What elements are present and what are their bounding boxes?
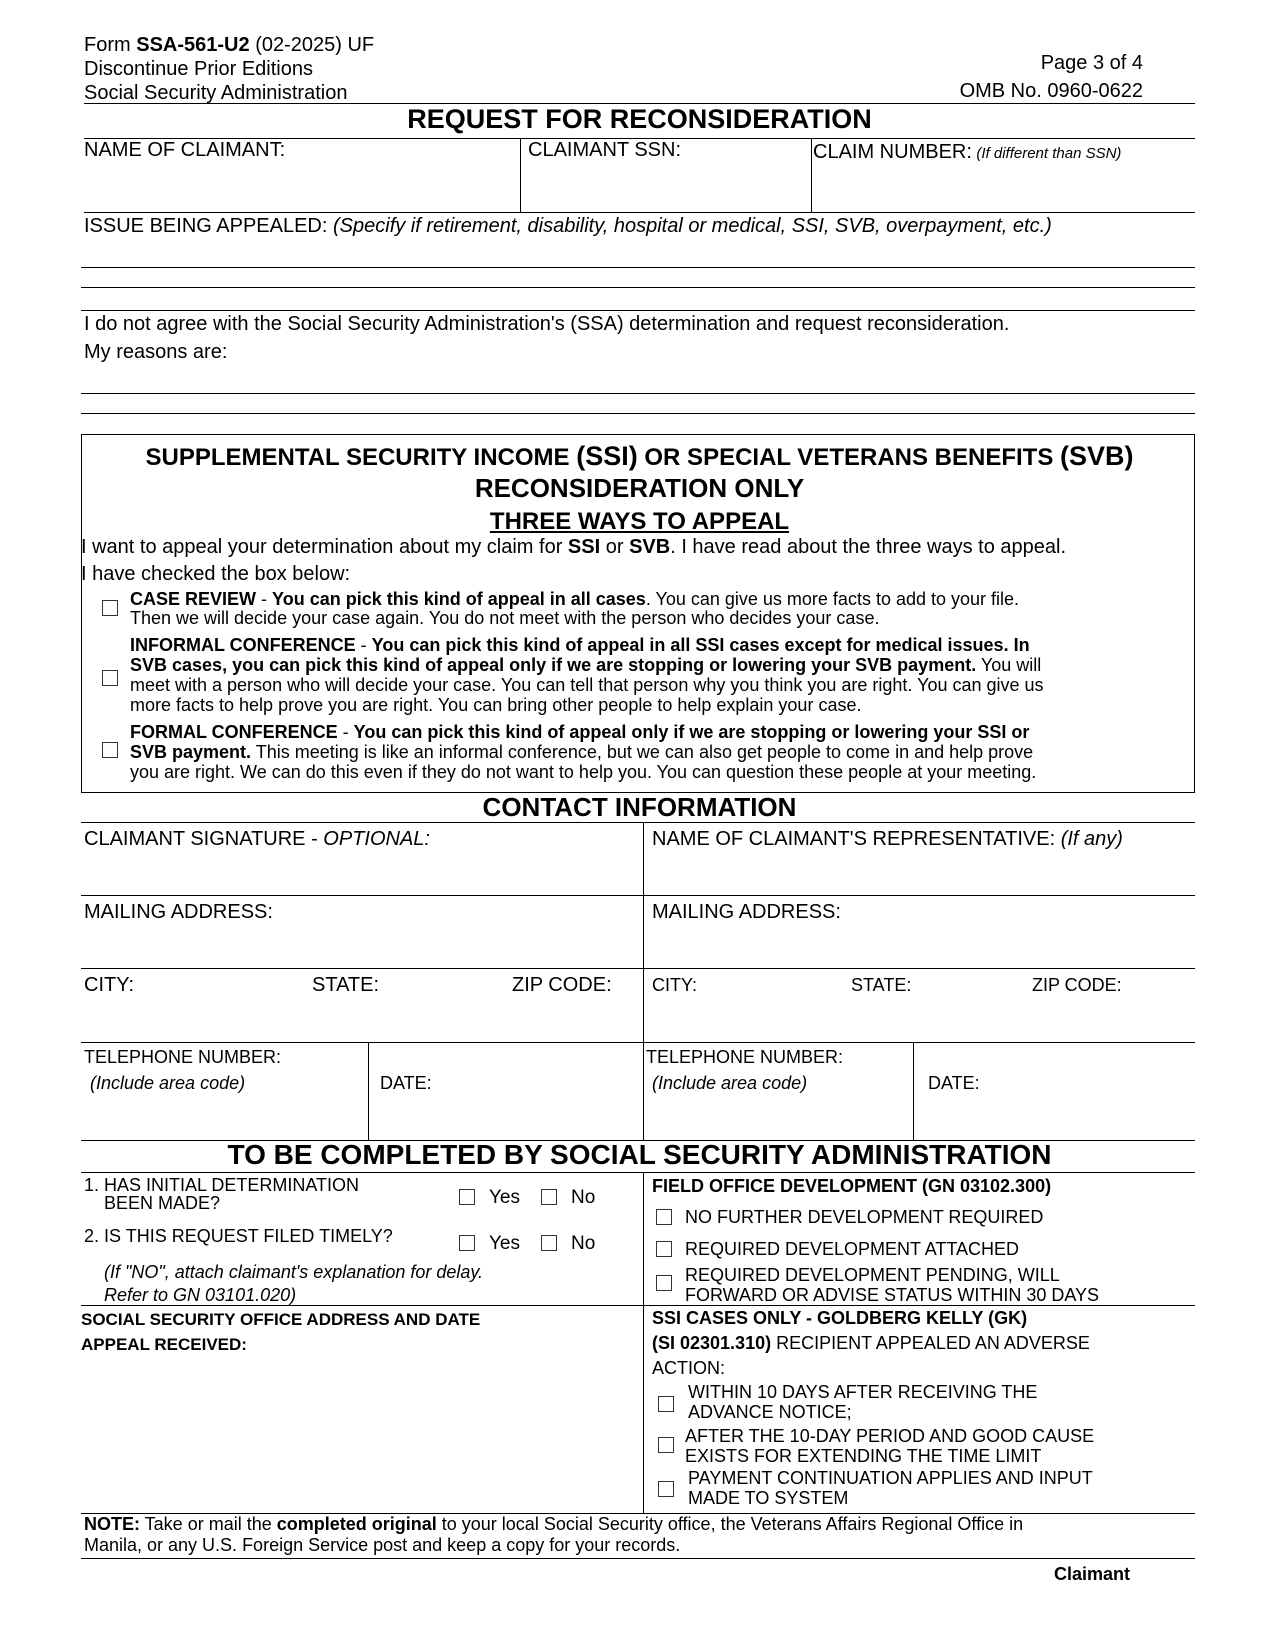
note-bottom-rule [81,1558,1195,1559]
no-further-development-label: NO FURTHER DEVELOPMENT REQUIRED [685,1207,1044,1227]
ssa-center-divider [643,1172,644,1513]
reasons-field[interactable] [84,368,1195,386]
development-pending-label-2: FORWARD OR ADVISE STATUS WITHIN 30 DAYS [685,1285,1100,1305]
date-label-right: DATE: [928,1073,980,1093]
issue-line-1 [81,267,1195,268]
no-further-development-checkbox[interactable] [656,1209,672,1225]
q2-no-checkbox[interactable] [541,1235,557,1251]
informal-conference-text-2: SVB cases, you can pick this kind of appeal only if we are stopping or lowering your SVB payment. You will [130,655,1042,675]
gk-within-10-days-label-2: ADVANCE NOTICE; [688,1402,852,1422]
ssa-heading: TO BE COMPLETED BY SOCIAL SECURITY ADMINISTRATION [227,1139,1052,1170]
representative-label: NAME OF CLAIMANT'S REPRESENTATIVE: (If any) [652,828,1123,850]
discontinue-note: Discontinue Prior Editions [84,58,313,80]
gk-within-10-days-label-1: WITHIN 10 DAYS AFTER RECEIVING THE [688,1382,1038,1402]
contact-row-rule-3 [81,1042,1195,1043]
case-review-checkbox[interactable] [102,600,118,616]
city-state-zip-field-right[interactable] [652,1006,1192,1024]
reasons-label: My reasons are: [84,341,228,363]
gk-after-10-day-label-2: EXISTS FOR EXTENDING THE TIME LIMIT [685,1446,1042,1466]
formal-conference-text-1: FORMAL CONFERENCE - You can pick this kind of appeal only if we are stopping or lowering your SSI or [130,722,1030,742]
form-title: REQUEST FOR RECONSIDERATION [407,104,872,134]
telephone-note-left: (Include area code) [90,1073,246,1093]
city-state-zip-field-left[interactable] [84,1006,634,1024]
date-field-right[interactable] [928,1100,1188,1118]
claimant-name-label: NAME OF CLAIMANT: [84,139,286,161]
q1-text-2: BEEN MADE? [104,1193,221,1213]
claimant-ssn-field[interactable] [528,166,808,184]
representative-name-field[interactable] [652,860,1192,878]
contact-heading: CONTACT INFORMATION [482,792,797,822]
informal-conference-text-3: meet with a person who will decide your case. You can tell that person why you think you are right. You can give us [130,675,1044,695]
tel-date-divider-right [913,1042,914,1140]
telephone-label-right: TELEPHONE NUMBER: [646,1047,844,1067]
development-pending-label-1: REQUIRED DEVELOPMENT PENDING, WILL [685,1265,1060,1285]
copy-designation: Claimant [1054,1564,1131,1584]
contact-row-rule-2 [81,968,1195,969]
claimant-signature-label: CLAIMANT SIGNATURE - OPTIONAL: [84,828,430,850]
issue-bottom-rule [81,310,1195,311]
telephone-field-right[interactable] [652,1100,907,1118]
ssa-middle-rule [81,1305,1195,1306]
q2-yes-checkbox[interactable] [459,1235,475,1251]
state-label-right: STATE: [851,975,912,995]
informal-conference-checkbox[interactable] [102,670,118,686]
ssi-heading: SUPPLEMENTAL SECURITY INCOME (SSI) OR SPECIAL VETERANS BENEFITS (SVB) [145,441,1134,471]
city-label-right: CITY: [652,975,698,995]
mailing-address-label-left: MAILING ADDRESS: [84,901,273,923]
gk-after-10-day-checkbox[interactable] [658,1437,674,1453]
form-number: Form SSA-561-U2 (02-2025) UF [84,34,375,56]
claimant-divider-1 [520,138,521,212]
ssi-intro-2: I have checked the box below: [81,563,351,585]
claim-number-field[interactable] [816,166,1186,184]
q2-text: 2. IS THIS REQUEST FILED TIMELY? [84,1226,393,1246]
gk-payment-continuation-label-2: MADE TO SYSTEM [688,1488,849,1508]
mailing-address-field-right[interactable] [652,935,1192,953]
q2-note-1: (If "NO", attach claimant's explanation for delay. [104,1262,484,1282]
formal-conference-text-3: you are right. We can do this even if they do not want to help you. You can question these people at your meeting. [130,762,1037,782]
claimant-divider-2 [811,138,812,212]
q1-yes-label: Yes [489,1187,520,1208]
date-label-left: DATE: [380,1073,432,1093]
informal-conference-text-4: more facts to help prove you are right. You can bring other people to help explain your case. [130,695,862,715]
gk-text-2: ACTION: [652,1358,726,1378]
tel-date-divider-left [368,1042,369,1140]
agency-name: Social Security Administration [84,82,348,104]
note-text-1: NOTE: Take or mail the completed original to your local Social Security office, the Veterans Affairs Regional Office in [84,1514,1024,1534]
office-address-label-2: APPEAL RECEIVED: [81,1335,247,1354]
claimant-name-field[interactable] [84,166,514,184]
city-label-left: CITY: [84,974,135,996]
telephone-field-left[interactable] [84,1100,364,1118]
contact-top-rule [81,822,1195,823]
ssi-intro: I want to appeal your determination about my claim for SSI or SVB. I have read about the three ways to appeal. [81,536,1067,558]
development-attached-label: REQUIRED DEVELOPMENT ATTACHED [685,1239,1020,1259]
reasons-line-1 [81,393,1195,394]
office-address-field[interactable] [84,1365,634,1495]
q1-no-label: No [571,1187,596,1208]
gk-within-10-days-checkbox[interactable] [658,1396,674,1412]
gk-payment-continuation-checkbox[interactable] [658,1481,674,1497]
issue-field[interactable] [84,245,1195,263]
q1-no-checkbox[interactable] [541,1189,557,1205]
case-review-text-1: CASE REVIEW - You can pick this kind of appeal in all cases. You can give us more facts to add to your file. [130,589,1020,609]
date-field-left[interactable] [380,1100,635,1118]
q1-text-1: 1. HAS INITIAL DETERMINATION [84,1175,360,1195]
q2-yes-label: Yes [489,1233,520,1254]
omb-number: OMB No. 0960-0622 [959,80,1143,102]
claimant-signature-field[interactable] [84,860,634,878]
case-review-text-2: Then we will decide your case again. You do not meet with the person who decides your case. [130,608,880,628]
claimant-bottom-rule [84,212,1195,213]
ssa-top-rule [81,1172,1195,1173]
ssi-subheading: RECONSIDERATION ONLY [474,473,805,503]
issue-label-group: ISSUE BEING APPEALED: (Specify if retirement, disability, hospital or medical, SSI, SVB, overpayment, etc.) [84,215,1052,237]
mailing-address-field-left[interactable] [84,935,634,953]
state-label-left: STATE: [312,974,380,996]
zip-label-left: ZIP CODE: [512,974,612,996]
reasons-statement: I do not agree with the Social Security Administration's (SSA) determination and request reconsideration. [84,313,1010,335]
gk-after-10-day-label-1: AFTER THE 10-DAY PERIOD AND GOOD CAUSE [685,1426,1095,1446]
mailing-address-label-right: MAILING ADDRESS: [652,901,841,923]
contact-center-divider [643,822,644,1140]
three-ways-heading: THREE WAYS TO APPEAL [489,508,790,535]
q1-yes-checkbox[interactable] [459,1189,475,1205]
claimant-ssn-label: CLAIMANT SSN: [528,139,681,161]
reasons-line-2 [81,413,1195,414]
issue-line-2 [81,287,1195,288]
zip-label-right: ZIP CODE: [1032,975,1122,995]
q2-no-label: No [571,1233,596,1254]
informal-conference-text-1: INFORMAL CONFERENCE - You can pick this kind of appeal in all SSI cases except for medical issues. In [130,635,1030,655]
form-page [81,0,1211,1651]
contact-row-rule-1 [81,895,1195,896]
telephone-label-left: TELEPHONE NUMBER: [84,1047,282,1067]
page-number: Page 3 of 4 [1040,52,1143,74]
gk-heading: SSI CASES ONLY - GOLDBERG KELLY (GK) [652,1308,1028,1328]
gk-text-1: (SI 02301.310) RECIPIENT APPEALED AN ADVERSE [652,1333,1090,1353]
telephone-note-right: (Include area code) [652,1073,808,1093]
note-text-2: Manila, or any U.S. Foreign Service post and keep a copy for your records. [84,1535,681,1555]
formal-conference-checkbox[interactable] [102,742,118,758]
claim-number-label-group: CLAIM NUMBER: (If different than SSN) [813,141,1122,163]
development-attached-checkbox[interactable] [656,1241,672,1257]
q2-note-2: Refer to GN 03101.020) [104,1285,297,1305]
development-pending-checkbox[interactable] [656,1275,672,1291]
field-office-heading: FIELD OFFICE DEVELOPMENT (GN 03102.300) [652,1176,1052,1196]
gk-payment-continuation-label-1: PAYMENT CONTINUATION APPLIES AND INPUT [688,1468,1093,1488]
office-address-label-1: SOCIAL SECURITY OFFICE ADDRESS AND DATE [81,1310,481,1329]
formal-conference-text-2: SVB payment. This meeting is like an informal conference, but we can also get people to come in and help prove [130,742,1034,762]
